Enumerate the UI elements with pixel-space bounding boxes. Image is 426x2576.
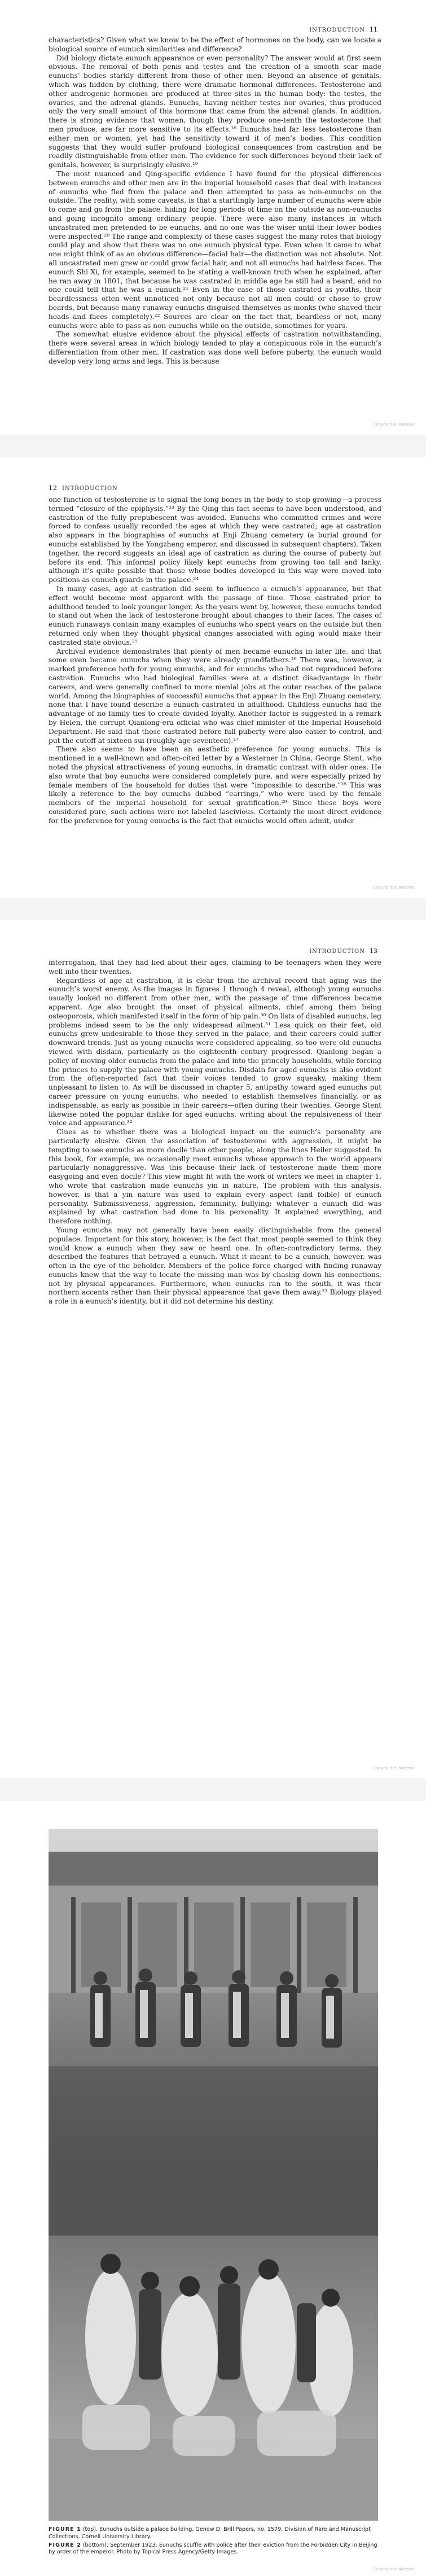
paragraph: Did biology dictate eunuch appearance or even personality? The answer would at first seem obvious. The removal of both penis and testes and the creation of a smooth scar made eunuchs’ bodies starkly different from those of other men. Beyond an absence of genitals, which was hidden by clothing, there were dramatic hormonal differences. Testosterone and other androgenic hormones are produced at three sites in the human body: the testes, the ovaries, and the adrenal glands. Eunuchs, having neither testes nor ovaries, thus produced only the very small amount of this hormone that came from the adrenal glands. In addition, there is strong evidence that women, though they produce one-tenth the testosterone that men produce, are far more sensitive to its effects.¹⁸ Eunuchs had far less testosterone than either men or women, yet had the sensitivity toward it of men’s bodies. This condition suggests that they would suffer profound biological consequences from castration and be readily distinguishable from other men. The evidence for such differences beyond their lack of genitals, however, is surprisingly elusive.¹⁹ <box>49 54 381 169</box>
paragraph: In many cases, age at castration did seem to influence a eunuch’s appearance, but that effect would become most apparent with the passage of time. Those castrated prior to adulthood tended to look younger longer. As the years went by, however, these eunuchs tended to stand out when the lack of testosterone brought about changes to their faces. The cases of eunuch runaways contain many examples of eunuchs who spent years on the outside but then returned only when they thought physical changes associated with aging would make their castrated state obvious.²⁵ <box>49 584 381 646</box>
copyright-mark: Copyrighted Material <box>373 2567 415 2571</box>
paragraph: Young eunuchs may not generally have been easily distinguishable from the general populace. Important for this story, however, is the fact that most people seemed to think they would know a eunuch when they saw or heard one. In often-contradictory terms, they described the features that betrayed a eunuch. What it meant to be a eunuch, however, was often in the eye of the beholder. Members of the police force charged with finding runaway eunuchs knew that the way to locate the missing man was by chasing down his connections, not by physical appearances. Furthermore, when eunuchs ran to the south, it was their northern accents rather than their physical appearance that gave them away.³³ Biology played a role in a eunuch’s identity, but it did not determine his destiny. <box>49 1226 381 1306</box>
figure-1-caption <box>49 2526 381 2541</box>
figure-2-label: FIGURE 2 <box>49 2542 81 2548</box>
figure-captions <box>49 2526 381 2557</box>
running-head <box>309 947 377 955</box>
page-12 <box>0 457 426 898</box>
page-number: 12 <box>49 484 58 492</box>
page-number: 13 <box>370 947 377 955</box>
body-text <box>49 959 381 1306</box>
page-13 <box>0 920 426 1778</box>
paragraph: Regardless of age at castration, it is clear from the archival record that aging was the eunuch’s worst enemy. As the images in figures 1 through 4 reveal, although young eunuchs usually looked no different from other men, with the passage of time differences became apparent. Age also brought the onset of physical ailments, chief among them being osteoporosis, which manifested itself in the form of hip pain.³⁰ On lists of disabled eunuchs, leg problems indeed seem to be the only widespread ailment.³¹ Less quick on their feet, old eunuchs grew undesirable to those they served in the palace, and their careers could suffer downward trends. Just as young eunuchs were considered appealing, so too were old eunuchs viewed with disdain, particularly as the eighteenth century progressed. Qianlong began a policy of moving older eunuchs from the palace and into the princely households, while forcing the princes to supply the palace with young eunuchs. Disdain for aged eunuchs is also evident from the often-reported fact that their voices tended to grow squeaky, making them unpleasant to listen to. As will be discussed in chapter 5, antipathy toward aged eunuchs put career pressure on young eunuchs, who needed to establish themselves financially, or as indispensable, as early as possible in their careers—often during their twenties. George Stent likewise noted the popular dislike for aged eunuchs, writing about the repulsiveness of their voice and appearance.³² <box>49 976 381 1127</box>
paragraph: The most nuanced and Qing-specific evidence I have found for the physical differences between eunuchs and other men are in the imperial household cases that deal with instances of eunuchs who fled from the palace and then attempted to pass as non-eunuchs on the outside. The reality, with some caveats, is that a startlingly large number of eunuchs were able to come and go from the palace, hiding for long periods of time on the outside as non-eunuchs and going incognito among ordinary people. There were also many instances in which uncastrated men pretended to be eunuchs, and no one was the wiser until their lower bodies were inspected.²⁰ The range and complexity of these cases suggest the many roles that biology could play and show that there was no one eunuch physical type. Even when it came to what one might think of as an obvious difference—facial hair—the distinction was not absolute. Not all uncastrated men grew or could grow facial hair, and not all eunuchs had hairless faces. The eunuch Shi Xi, for example, seemed to be stating a well-known truth when he explained, after he ran away in 1801, that because he was castrated in middle age he still had a beard, and no one could tell that he was a eunuch.²¹ Even in the case of those castrated as youths, their beardlessness often went unnoticed not only because not all men could or chose to grow beards, but because many runaway eunuchs disguised themselves as monks (who shaved their heads and faces completely).²² Sources are clear on the fact that, beardless or not, many eunuchs were able to pass as non-eunuchs while on the outside, sometimes for years. <box>49 169 381 330</box>
figure-2-caption-text: (bottom). September 1923: Eunuchs scuffle with police after their eviction from the Forbidden City in Beijing by order of the emperor. Photo by Topical Press Agency/Getty Images. <box>49 2542 377 2556</box>
copyright-mark: Copyrighted Material <box>373 422 415 427</box>
figure-2-caption <box>49 2542 381 2557</box>
figure-1-label: FIGURE 1 <box>49 2526 81 2533</box>
page-number: 11 <box>370 26 377 33</box>
figure-2-photo <box>49 2168 378 2521</box>
running-head <box>49 484 118 492</box>
paragraph: one function of testosterone is to signal the long bones in the body to stop growing—a process termed “closure of the epiphysis.”²³ By the Qing this fact seems to have been understood, and castration of the fully prepubescent was avoided. Eunuchs who committed crimes and were forced to confess usually recorded the ages at which they were castrated; age at castration also appears in the biographies of eunuchs at Enji Zhuang cemetery (a burial ground for eunuchs established by the Yongzheng emperor, and discussed in subsequent chapters). Taken together, the record suggests an ideal age of castration as during the course of puberty but before its end. This informal policy likely kept eunuchs from growing too tall and lanky, although it’s quite possible that those whose bodies developed in this way were moved into positions as eunuch guards in the palace.²⁴ <box>49 496 381 584</box>
running-head <box>309 26 377 33</box>
running-head-text: INTRODUCTION <box>62 486 118 492</box>
body-text <box>49 36 381 366</box>
figure-page <box>0 1801 426 2576</box>
running-head-text: INTRODUCTION <box>309 948 365 955</box>
copyright-mark: Copyrighted Material <box>373 1766 415 1770</box>
running-head-text: INTRODUCTION <box>309 27 365 33</box>
paragraph: interrogation, that they had lied about their ages, claiming to be teenagers when they were well into their twenties. <box>49 959 381 976</box>
paragraph: There also seems to have been an aesthetic preference for young eunuchs. This is mentioned in a well-known and often-cited letter by a Westerner in China, George Stent, who noted the physical attractiveness of young eunuchs, in dramatic contrast with older ones. He also wrote that boy eunuchs were considered completely pure, and were especially prized by female members of the household for duties that were “impossible to describe.”²⁸ This was likely a reference to the boy eunuchs dubbed “earrings,” who were used by the female members of the imperial household for sexual gratification.²⁹ Since these boys were considered pure, such actions were not labeled lascivious. Certainly the most direct evidence for the preference for young eunuchs is the fact that eunuchs would often admit, under <box>49 745 381 825</box>
paragraph: Clues as to whether there was a biological impact on the eunuch’s personality are particularly elusive. Given the association of testosterone with aggression, it might be tempting to see eunuchs as more docile than other people, along the lines Heiler suggested. In this book, for example, we occasionally meet eunuchs whose approach to the world appears particularly nonaggressive. Was this because their lack of testosterone made them more easygoing and even docile? This view might fit with the work of writers we meet in chapter 1, who wrote that castration made eunuchs yin in nature. The problem with this analysis, however, is that a yin nature was used to explain every aspect (and foible) of eunuch personality. Submissiveness, aggression, femininity, bullying: whatever a eunuch did was explained by what castration had done to his personality. It explained everything, and therefore nothing. <box>49 1128 381 1226</box>
page-11 <box>0 0 426 435</box>
paragraph: The somewhat elusive evidence about the physical effects of castration notwithstanding, there were several areas in which biology tended to play a conspicuous role in the eunuch’s differentiation from other men. If castration was done well before puberty, the eunuch would develop very long arms and legs. This is because <box>49 330 381 365</box>
figure-1-caption-text: (top). Eunuchs outside a palace building. Genow D. Brill Papers, no. 1579, Division of Rare and Manuscript Collections, Cornell University Library. <box>49 2526 371 2540</box>
paragraph: Archival evidence demonstrates that plenty of men became eunuchs in later life, and that some even became eunuchs when they were already grandfathers.²⁶ There was, however, a marked preference both for young eunuchs, and for eunuchs who had not reproduced before castration. Eunuchs who had biological families were at a distinct disadvantage in their careers, and were generally confined to more menial jobs at the outer reaches of the palace world. Among the biographies of successful eunuchs that appear in the Enji Zhuang cemetery, none that I have found describe a eunuch castrated in adulthood. Childless eunuchs had the advantage of no family ties to create divided loyalty. Another factor is suggested in a remark by Helen, the corrupt Qianlong-era official who was chief minister of the Imperial Household Department. He said that those castrated before full puberty were also easier to control, and put the cutoff at sixteen sui (roughly age seventeen).²⁷ <box>49 647 381 745</box>
paragraph: characteristics? Given what we know to be the effect of hormones on the body, can we locate a biological source of eunuch similarities and difference? <box>49 36 381 53</box>
body-text <box>49 496 381 825</box>
copyright-mark: Copyrighted Material <box>373 885 415 890</box>
figure-1-photo <box>49 1829 378 2168</box>
